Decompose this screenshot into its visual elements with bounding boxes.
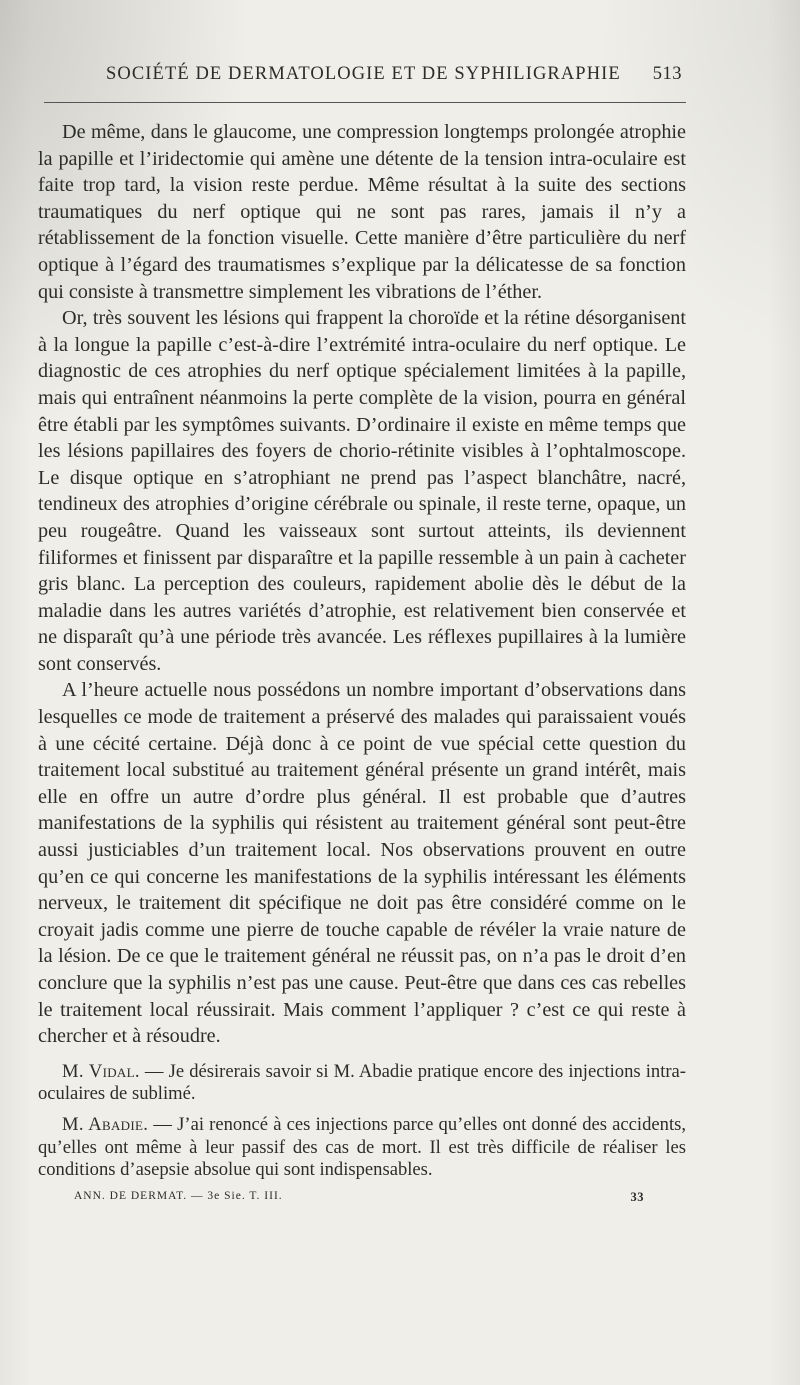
discussion-entry — [38, 1061, 686, 1106]
running-head — [38, 64, 686, 94]
paragraph: A l’heure actuelle nous possédons un nombre important d’observations dans lesquelles ce mode de traitement a préservé des malades qui paraissaient voués à une cécité certaine. Déjà donc à ce point de vue spécial cette question du traitement local substitué au traitement général présente un grand intérêt, mais elle en offre un autre d’ordre plus général. Il est probable que d’autres manifestations de la syphilis qui résistent au traitement général sont peut-être aussi justiciables d’un traitement local. Nos observations prouvent en outre qu’en ce qui concerne les manifestations de la syphilis intéressant les éléments nerveux, le traitement dit spécifique ne doit pas être considéré comme on le croyait jadis comme une pierre de touche capable de révéler la vraie nature de la lésion. De ce que le traitement général ne réussit pas, on n’a pas le droit d’en conclure que la syphilis n’est pas une cause. Peut-être que dans ces cas rebelles le traitement local réussirait. Mais comment l’appliquer ? c’est ce qui reste à chercher et à résoudre. — [38, 679, 686, 1048]
discussion-entry — [38, 1114, 686, 1182]
body-text — [38, 119, 686, 1050]
discussion-text: — Je désirerais savoir si M. Abadie pratique encore des injections intra-oculaires de sublimé. — [38, 1060, 687, 1105]
discussion — [38, 1061, 686, 1182]
paragraph: Or, très souvent les lésions qui frappent la choroïde et la rétine désorganisent à la longue la papille c’est-à-dire l’extrémité intra-oculaire du nerf optique. Le diagnostic de ces atrophies du nerf optique spécialement limitées à la papille, mais qui entraînent néanmoins la perte complète de la vision, pourra en général être établi par les symptômes suivants. D’ordinaire il existe en même temps que les lésions papillaires des foyers de chorio-rétinite visibles à l’ophtalmoscope. Le disque optique en s’atrophiant ne prend pas l’aspect blanchâtre, nacré, tendineux des atrophies d’origine cérébrale ou spinale, il reste terne, opaque, un peu rougeâtre. Quand les vaisseaux sont surtout atteints, ils deviennent filiformes et finissent par disparaître et la papille ressemble à un pain à cacheter gris blanc. La perception des couleurs, rapidement abolie dès le début de la maladie dans les autres variétés d’atrophie, est relativement bien conservée et ne disparaît qu’à une période très avancée. Les réflexes pupillaires à la lumière sont conservés. — [38, 307, 686, 675]
speaker-name: M. Vidal. — [62, 1060, 140, 1082]
page-footer — [38, 1190, 686, 1205]
discussion-text: — J’ai renoncé à ces injections parce qu’elles ont donné des accidents, qu’elles ont même à leur passif des cas de mort. Il est très difficile de réaliser les conditions d’asepsie absolue qui sont indispensables. — [38, 1113, 686, 1181]
journal-reference: ANN. DE DERMAT. — 3e Sie. T. III. — [74, 1189, 283, 1202]
paragraph: De même, dans le glaucome, une compression longtemps prolongée atrophie la papille et l’iridectomie qui amène une détente de la tension intra-oculaire est faite trop tard, la vision reste perdue. Même résultat à la suite des sections traumatiques du nerf optique qui ne sont pas rares, jamais il n’y a rétablissement de la fonction visuelle. Cette manière d’être particulière du nerf optique à l’égard des traumatismes s’explique par la délicatesse de sa fonction qui consiste à transmettre simplement les vibrations de l’éther. — [38, 121, 686, 303]
header-rule — [44, 102, 686, 103]
signature-mark: 33 — [630, 1189, 644, 1204]
running-title: SOCIÉTÉ DE DERMATOLOGIE ET DE SYPHILIGRAPHIE — [106, 64, 621, 84]
page — [38, 64, 686, 1205]
page-number: 513 — [652, 64, 682, 84]
speaker-name: M. Abadie. — [62, 1113, 149, 1135]
